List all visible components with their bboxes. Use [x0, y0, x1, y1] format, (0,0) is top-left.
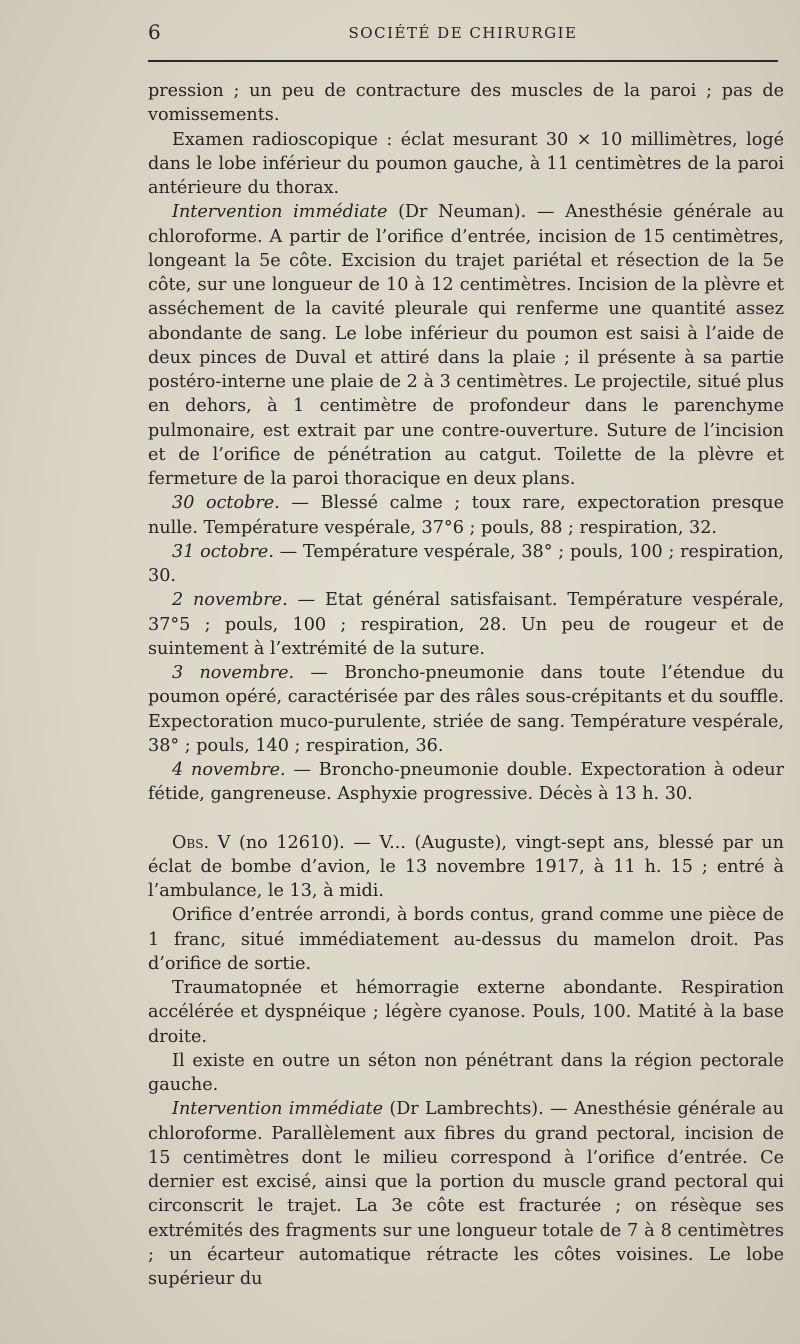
paragraph-9: Obs. V (no 12610). — V... (Auguste), vingt-sept ans, blessé par un éclat de bombe d’avion, le 13 novembre 1917, à 11 h. 15 ; entré à l’ambulance, le 13, à midi. [148, 832, 784, 901]
body-text [148, 79, 784, 1291]
paragraph-12: Il existe en outre un séton non pénétrant dans la région pectorale gauche. [148, 1050, 784, 1095]
paragraph-1: pression ; un peu de contracture des muscles de la paroi ; pas de vomissements. [148, 81, 784, 126]
header-rule [148, 60, 778, 62]
paragraph-2: Examen radioscopique : éclat mesurant 30 × 10 millimètres, logé dans le lobe inférieur du poumon gauche, à 11 centimètres de la paroi antérieure du thorax. [148, 129, 784, 198]
paragraph-3: Intervention immédiate (Dr Neuman). — Anesthésie générale au chloroforme. A partir de l’orifice d’entrée, incision de 15 centimètres, longeant la 5e côte. Excision du trajet pariétal et résection de la 5e côte, sur une longueur de 10 à 12 centimètres. Incision de la plèvre et asséchement de la cavité pleurale qui renferme une quantité assez abondante de sang. Le lobe inférieur du poumon est saisi à l’aide de deux pinces de Duval et attiré dans la plaie ; il présente à sa partie postéro-interne une plaie de 2 à 3 centimètres. Le projectile, situé plus en dehors, à 1 centimètre de profondeur dans le parenchyme pulmonaire, est extrait par une contre-ouverture. Suture de l’incision et de l’orifice de pénétration au catgut. Toilette de la plèvre et fermeture de la paroi thoracique en deux plans. [148, 202, 784, 489]
page-number: 6 [148, 20, 161, 44]
paragraph-5: 31 octobre. — Température vespérale, 38° ; pouls, 100 ; respiration, 30. [148, 541, 784, 586]
paragraph-6: 2 novembre. — Etat général satisfaisant. Température vespérale, 37°5 ; pouls, 100 ; respiration, 28. Un peu de rougeur et de suintement à l’extrémité de la suture. [148, 590, 785, 659]
paragraph-11: Traumatopnée et hémorragie externe abondante. Respiration accélérée et dyspnéique ; légère cyanose. Pouls, 100. Matité à la base droite. [148, 978, 784, 1047]
running-title: SOCIÉTÉ DE CHIRURGIE [348, 24, 578, 42]
paragraph-7: 3 novembre. — Broncho-pneumonie dans toute l’étendue du poumon opéré, caractérisée par des râles sous-crépitants et du souffle. Expectoration muco-purulente, striée de sang. Température vespérale, 38° ; pouls, 140 ; respiration, 36. [148, 663, 785, 756]
paragraph-13: Intervention immédiate (Dr Lambrechts). — Anesthésie générale au chloroforme. Parallèlement aux fibres du grand pectoral, incision de 15 centimètres dont le milieu correspond à l’orifice d’entrée. Ce dernier est excisé, ainsi que la portion du muscle grand pectoral qui circonscrit le trajet. La 3e côte est fracturée ; on résèque ses extrémités des fragments sur une longueur totale de 7 à 8 centimètres ; un écarteur automatique rétracte les côtes voisines. Le lobe supérieur du [148, 1099, 784, 1289]
page-header [148, 20, 778, 44]
paragraph-8: 4 novembre. — Broncho-pneumonie double. Expectoration à odeur fétide, gangreneuse. Asphyxie progressive. Décès à 13 h. 30. [148, 760, 784, 805]
paragraph-4: 30 octobre. — Blessé calme ; toux rare, expectoration presque nulle. Température vespérale, 37°6 ; pouls, 88 ; respiration, 32. [148, 493, 784, 538]
paragraph-10: Orifice d’entrée arrondi, à bords contus, grand comme une pièce de 1 franc, situé immédiatement au-dessus du mamelon droit. Pas d’orifice de sortie. [148, 905, 784, 974]
